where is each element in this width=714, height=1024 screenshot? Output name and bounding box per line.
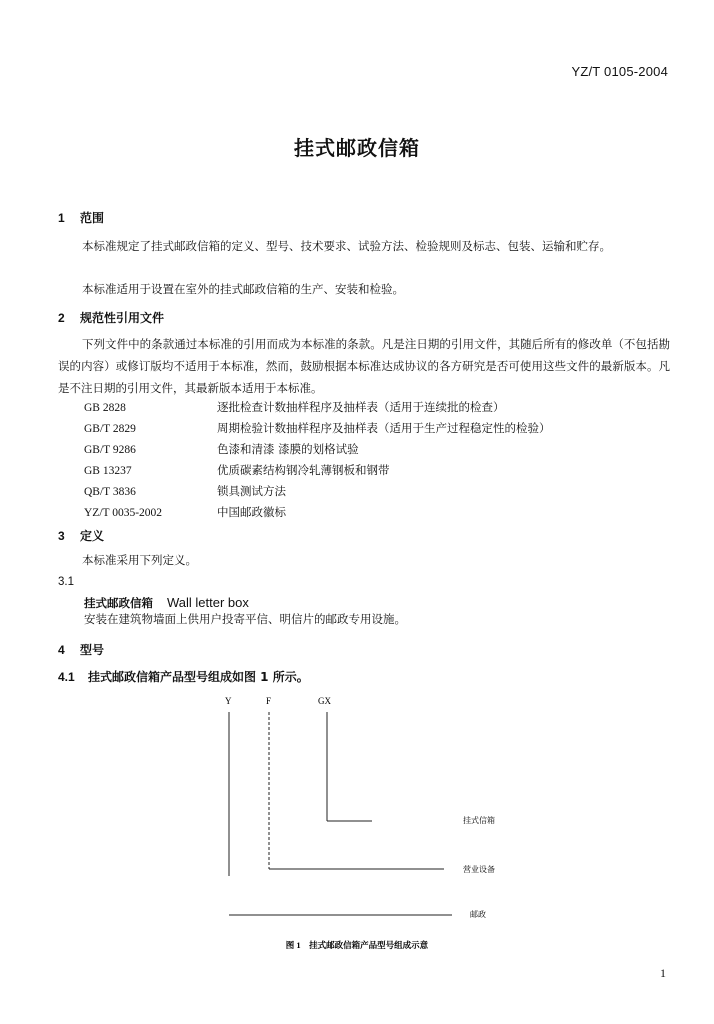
reference-title: 优质碳素结构钢冷轧薄钢板和钢带	[217, 463, 390, 477]
section-3-intro: 本标准采用下列定义。	[82, 553, 197, 567]
reference-row	[84, 399, 505, 420]
reference-code: QB/T 3836	[84, 486, 136, 498]
figure-letter-y: Y	[225, 696, 232, 706]
section-number: 4	[58, 643, 65, 657]
section-1-paragraph-1: 本标准规定了挂式邮政信箱的定义、型号、技术要求、试验方法、检验规则及标志、包装、运输和贮存。	[82, 239, 611, 253]
reference-title: 逐批检查计数抽样程序及抽样表（适用于连续批的检查）	[217, 400, 505, 414]
reference-title: 锁具测试方法	[217, 484, 286, 498]
subsection-number: 4.1	[58, 670, 75, 684]
subsection-text: 挂式邮政信箱产品型号组成如图 1 所示。	[88, 670, 309, 684]
section-title: 范围	[80, 211, 105, 225]
term-english: Wall letter box	[167, 595, 249, 610]
figure-caption: 图 1 挂式邮政信箱产品型号组成示意	[285, 940, 429, 950]
reference-row	[84, 483, 286, 504]
section-1-paragraph-2: 本标准适用于设置在室外的挂式邮政信箱的生产、安装和检验。	[82, 282, 404, 296]
subsection-4-1	[58, 668, 309, 685]
reference-row	[84, 462, 390, 483]
section-4-heading	[58, 641, 104, 658]
reference-row	[84, 420, 551, 441]
section-title: 定义	[80, 529, 105, 543]
section-number: 2	[58, 311, 65, 325]
figure-letter-gx: GX	[318, 696, 331, 706]
figure-label-business-equipment: 营业设备	[463, 865, 495, 874]
reference-row	[84, 504, 286, 525]
section-number: 1	[58, 211, 65, 225]
subsection-3-1-number: 3.1	[58, 576, 74, 588]
reference-title: 周期检验计数抽样程序及抽样表（适用于生产过程稳定性的检验）	[217, 421, 551, 435]
reference-code: GB 2828	[84, 402, 126, 414]
reference-code: YZ/T 0035-2002	[84, 507, 163, 519]
reference-code: GB/T 9286	[84, 444, 136, 456]
section-number: 3	[58, 529, 65, 543]
section-2-paragraph: 下列文件中的条款通过本标准的引用而成为本标准的条款。凡是注日期的引用文件，其随后所有的修改单（不包括勘误的内容）或修订版均不适用于本标准，然而，鼓励根据本标准达成协议的各方研究是否可使用这些文件的最新版本。凡是不注日期的引用文件，其最新版本适用于本标准。	[58, 337, 670, 395]
standard-code: YZ/T 0105-2004	[571, 64, 668, 79]
reference-code: GB/T 2829	[84, 423, 136, 435]
reference-title: 中国邮政徽标	[217, 505, 286, 519]
section-3-heading	[58, 527, 104, 544]
term-definition: 安装在建筑物墙面上供用户投寄平信、明信片的邮政专用设施。	[84, 612, 406, 626]
figure-letter-f: F	[266, 696, 272, 706]
reference-title: 色漆和清漆 漆膜的划格试验	[217, 442, 359, 456]
reference-code: GB 13237	[84, 465, 132, 477]
section-title: 规范性引用文件	[80, 311, 165, 325]
reference-row	[84, 441, 359, 462]
section-title: 型号	[80, 643, 105, 657]
page-number: 1	[660, 966, 666, 980]
section-1-heading	[58, 209, 104, 226]
figure-1-diagram	[0, 690, 714, 960]
section-2-heading	[58, 309, 164, 326]
document-title: 挂式邮政信箱	[294, 136, 420, 160]
term-chinese: 挂式邮政信箱	[84, 596, 153, 610]
figure-label-postal: 邮政	[470, 910, 486, 919]
figure-label-wall-box: 挂式信箱	[463, 816, 495, 825]
